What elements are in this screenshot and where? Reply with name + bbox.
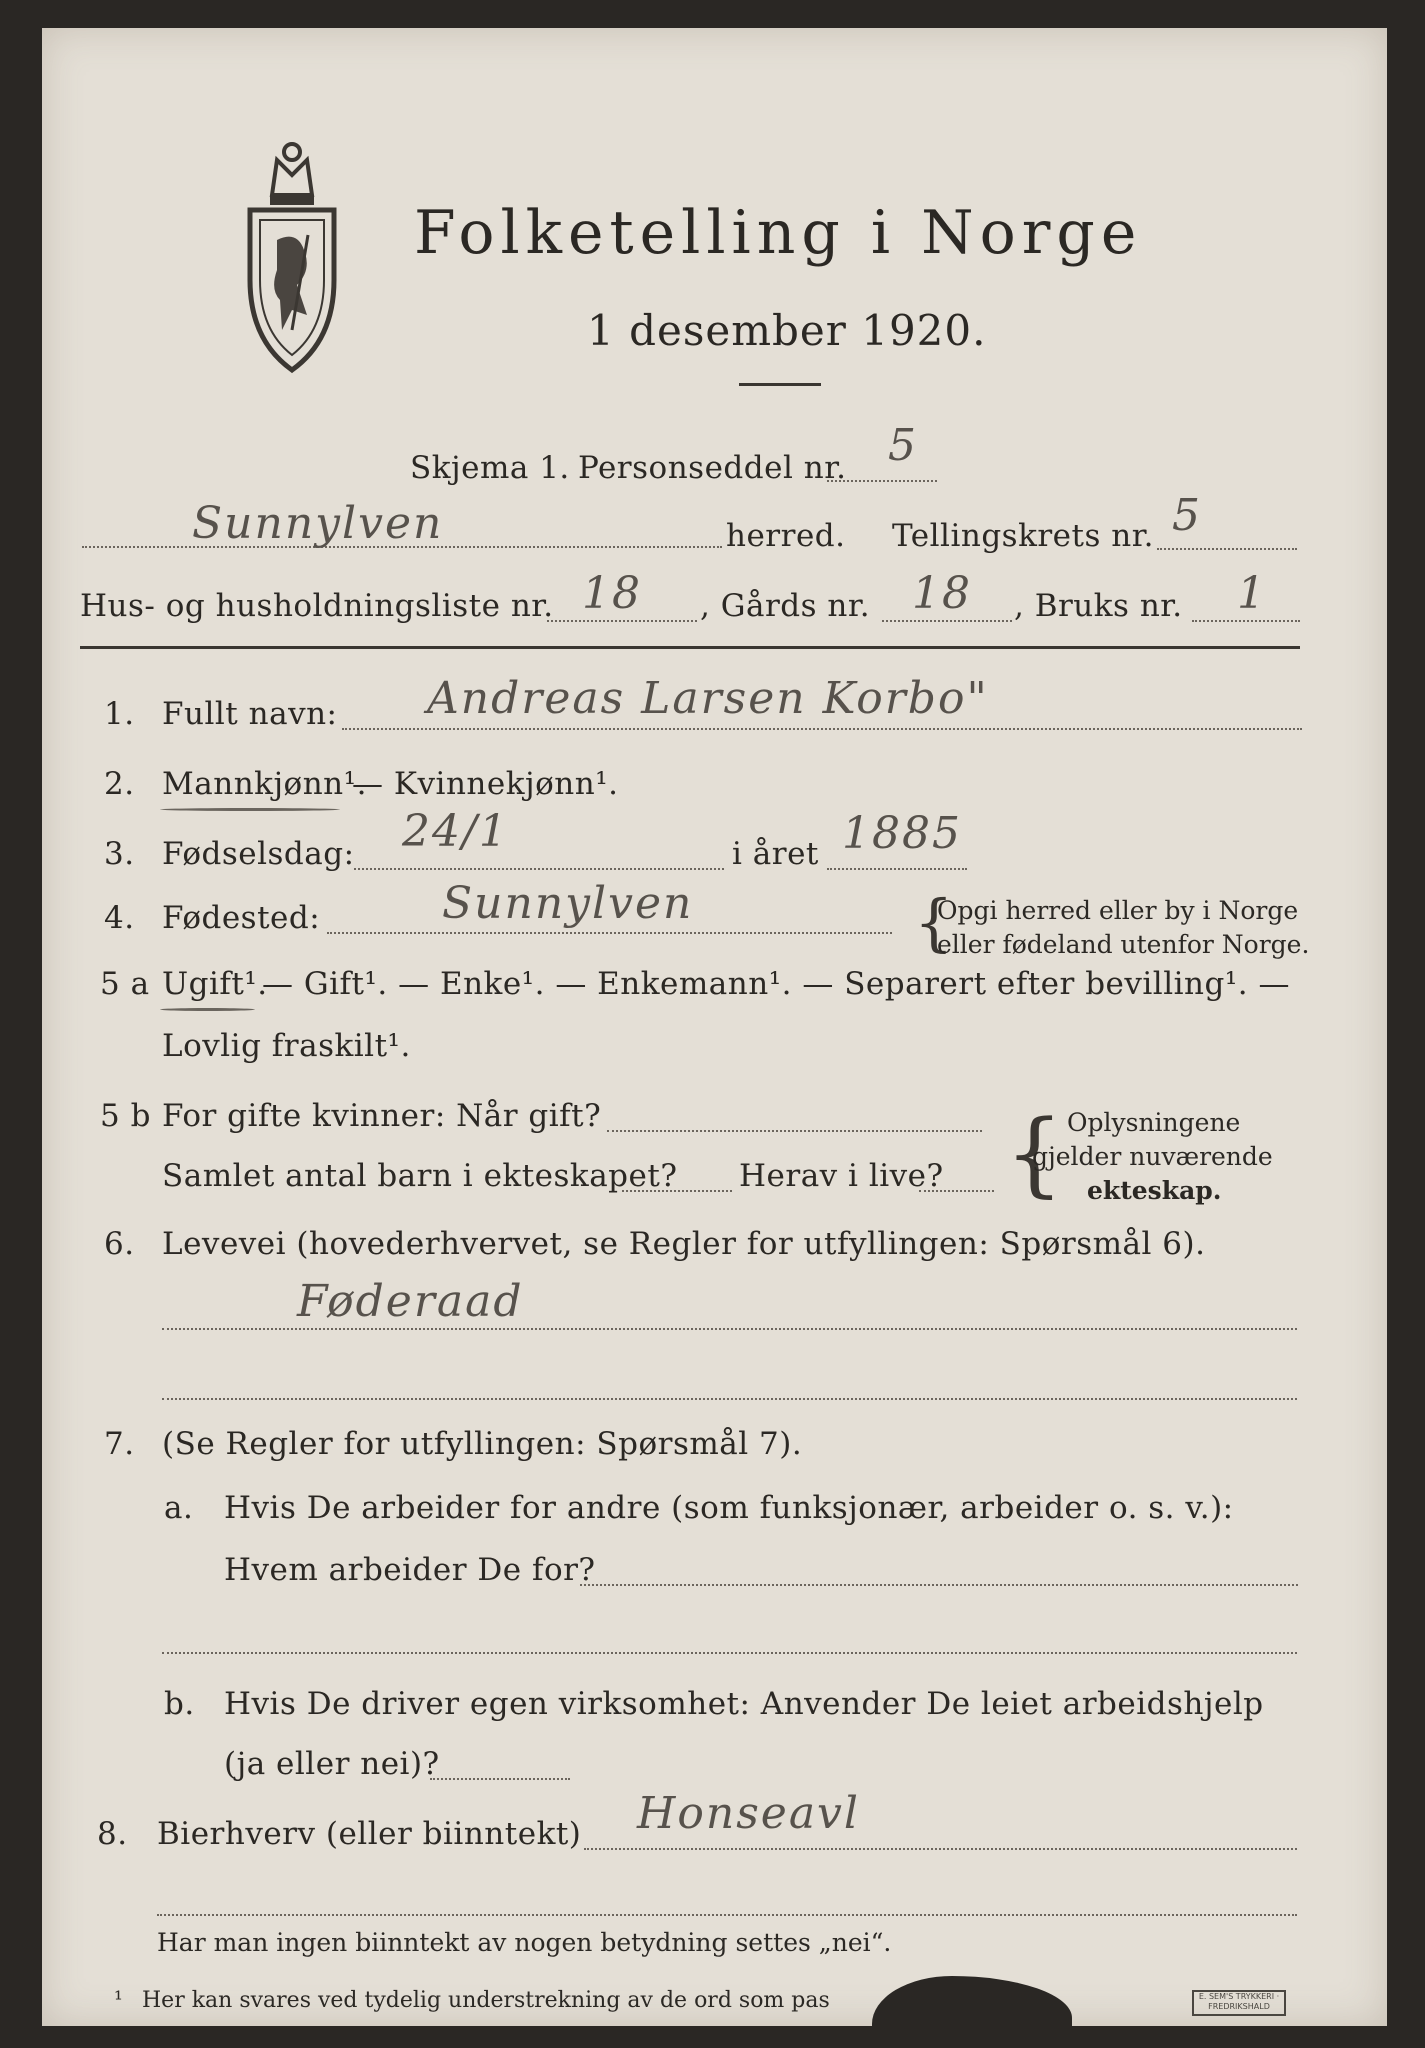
q1-number: 1. [104,696,135,732]
q2-female-option[interactable]: — Kvinnekjønn¹. [352,766,619,802]
q5b-label: For gifte kvinner: Når gift? [162,1098,602,1134]
occupation-field[interactable] [162,1328,1297,1330]
occupation-value: Føderaad [297,1276,524,1327]
hus-value: 18 [582,568,642,619]
q4-brace: { [914,886,954,959]
birthyear-value: 1885 [842,808,962,859]
q5b-note-line1: Oplysningene [1067,1108,1241,1137]
q3-number: 3. [104,836,135,872]
q8-number: 8. [97,1816,128,1852]
full-name-value: Andreas Larsen Korbo" [427,673,989,724]
q4-label: Fødested: [162,900,321,936]
printer-stamp: E. SEM'S TRYKKERI · FREDRIKSHALD [1192,1990,1286,2016]
q2-number: 2. [104,766,135,802]
q8-note: Har man ingen biinntekt av nogen betydning settes „nei“. [157,1928,892,1957]
q5a-ugift-option[interactable]: Ugift¹. [162,966,268,1002]
q5b-alive-label: Herav i live? [739,1158,944,1194]
hired-help-field[interactable] [430,1778,570,1780]
personseddel-label: Personseddel nr. [578,450,847,486]
header-divider [80,646,1300,649]
q6-label: Levevei (hovederhvervet, se Regler for utfyllingen: Spørsmål 6). [162,1226,1206,1262]
tellingskrets-value: 5 [1172,490,1202,541]
q5a-ugift-underline [160,1008,255,1011]
children-total-field[interactable] [622,1190,732,1192]
gards-label: , Gårds nr. [700,588,871,624]
form-title: Folketelling i Norge [414,198,1143,268]
tellingskrets-label: Tellingskrets nr. [892,518,1154,554]
hus-label: Hus- og husholdningsliste nr. [80,588,554,624]
footnote-mark: ¹ [114,1988,123,2013]
hus-field[interactable] [547,620,697,622]
q3-year-label: i året [732,836,819,872]
q2-male-option[interactable]: Mannkjønn¹. [162,766,367,802]
occupation-field-line2[interactable] [162,1398,1297,1400]
personseddel-value: 5 [888,420,918,471]
skjema-label: Skjema 1. [410,450,570,486]
herred-label: herred. [726,518,846,554]
children-alive-field[interactable] [919,1190,994,1192]
q3-label: Fødselsdag: [162,836,355,872]
q5b-children-label: Samlet antal barn i ekteskapet? [162,1158,678,1194]
q7b-letter: b. [164,1686,195,1722]
q7b-line1: Hvis De driver egen virksomhet: Anvender De leiet arbeidshjelp [224,1686,1264,1722]
side-income-value: Honseavl [637,1788,860,1839]
q5a-other-options[interactable]: — Gift¹. — Enke¹. — Enkemann¹. — Separert efter bevilling¹. — [262,966,1290,1002]
q4-note-line2: eller fødeland utenfor Norge. [937,930,1310,959]
q7-number: 7. [104,1426,135,1462]
coat-of-arms-icon [242,140,342,375]
gards-field[interactable] [882,620,1012,622]
bruks-label: , Bruks nr. [1014,588,1183,624]
employer-field[interactable] [580,1584,1298,1586]
birthplace-field[interactable] [327,932,892,934]
birthdate-value: 24/1 [402,806,509,857]
q7a-line1: Hvis De arbeider for andre (som funksjonær, arbeider o. s. v.): [224,1490,1234,1526]
q7b-line2: (ja eller nei)? [224,1746,440,1782]
q5b-number: 5 b [100,1098,151,1134]
q6-number: 6. [104,1226,135,1262]
q5b-note-line2: gjelder nuværende [1032,1142,1273,1171]
title-divider [739,383,821,386]
birthplace-value: Sunnylven [442,878,694,929]
q4-number: 4. [104,900,135,936]
q5a-number: 5 a [100,966,150,1002]
employer-field-line2[interactable] [162,1652,1297,1654]
footnote-text: Her kan svares ved tydelig understrekning av de ord som pas [142,1988,830,2013]
full-name-field[interactable] [342,728,1302,730]
bruks-field[interactable] [1192,620,1300,622]
birthyear-field[interactable] [827,868,967,870]
q7a-letter: a. [164,1490,194,1526]
q5a-line2[interactable]: Lovlig fraskilt¹. [162,1028,411,1064]
tellingskrets-field[interactable] [1157,548,1297,550]
birthdate-field[interactable] [354,868,724,870]
census-date: 1 desember 1920. [587,306,987,355]
bruks-value: 1 [1237,568,1267,619]
q7-label: (Se Regler for utfyllingen: Spørsmål 7). [162,1426,803,1462]
herred-value: Sunnylven [192,498,444,549]
married-when-field[interactable] [607,1130,982,1132]
q2-male-underline [160,808,340,811]
q4-note-line1: Opgi herred eller by i Norge [937,896,1299,925]
torn-edge [872,1976,1072,2026]
q8-label: Bierhverv (eller biinntekt) [157,1816,582,1852]
side-income-field[interactable] [584,1848,1297,1850]
q1-label: Fullt navn: [162,696,338,732]
gards-value: 18 [912,568,972,619]
q5b-brace: { [1005,1100,1064,1207]
q5b-note-line3: ekteskap. [1087,1176,1222,1205]
census-form-page [42,28,1387,2026]
side-income-field-line2[interactable] [157,1914,1297,1916]
q7a-line2: Hvem arbeider De for? [224,1552,596,1588]
personseddel-field[interactable] [827,480,937,482]
